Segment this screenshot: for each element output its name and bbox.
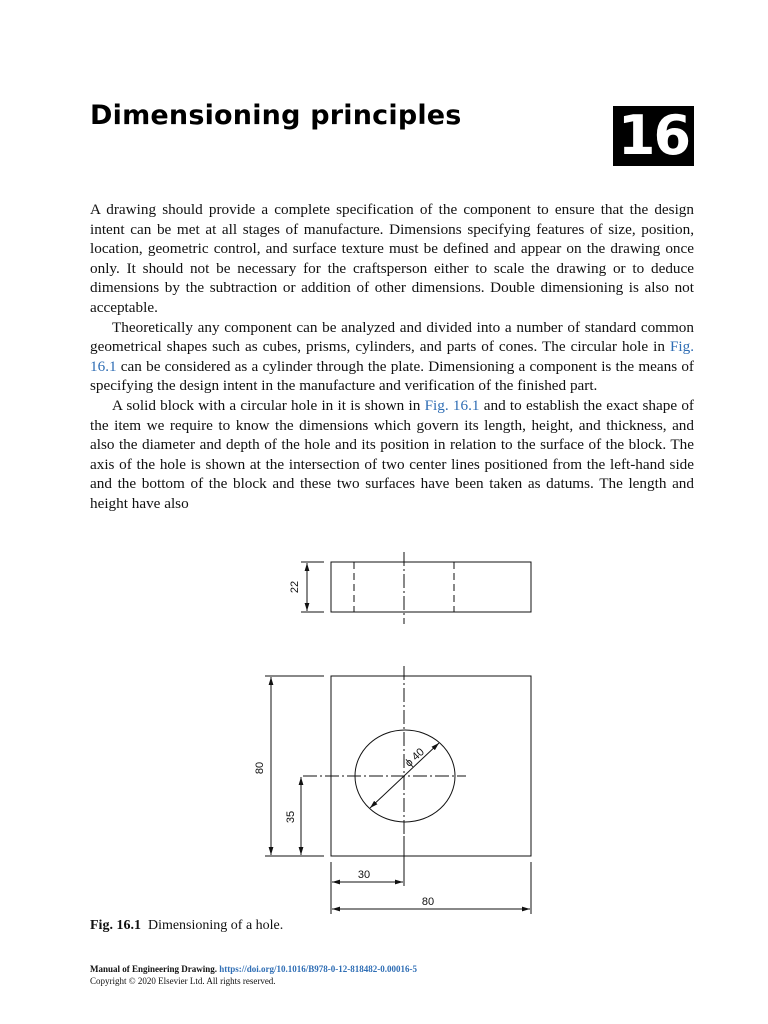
chapter-title: Dimensioning principles	[90, 100, 462, 131]
figure-link[interactable]: Fig. 16.1	[424, 396, 480, 414]
dimension-hole-x: 30	[357, 869, 371, 881]
block-outline	[331, 676, 531, 856]
paragraph-2-text-a: Theoretically any component can be analyzed and divided into a number of standard common geometrical shapes such as cubes, prisms, cylinders, and parts of cones. The circular hole in	[90, 318, 694, 356]
copyright-notice: Copyright © 2020 Elsevier Ltd. All rights reserved.	[90, 976, 276, 986]
dimension-height: 80	[254, 761, 266, 775]
dimension-thickness: 22	[289, 580, 301, 594]
top-view-outline	[331, 562, 531, 612]
page-footer	[90, 963, 417, 987]
footer-citation	[90, 963, 417, 975]
chapter-number-badge: 16	[613, 106, 694, 166]
doi-link[interactable]: https://doi.org/10.1016/B978-0-12-818482-0.00016-5	[219, 964, 418, 974]
paragraph-3-text-a: A solid block with a circular hole in it is shown in	[112, 396, 425, 414]
front-view	[265, 666, 531, 914]
paragraph-2-text-b: can be considered as a cylinder through the plate. Dimensioning a component is the means of specifying the design intent in the manufacture and verification of the finished part.	[90, 357, 694, 395]
caption-label: Fig. 16.1	[90, 918, 141, 933]
dimension-hole-height: 35	[285, 810, 297, 824]
top-view	[301, 552, 531, 624]
caption-text: Dimensioning of a hole.	[147, 918, 284, 933]
book-title: Manual of Engineering Drawing.	[90, 964, 218, 974]
figure-link[interactable]: Fig. 16.1	[90, 338, 694, 375]
paragraph-1: A drawing should provide a complete specification of the component to ensure that the design intent can be met at all stages of manufacture. Dimensions specifying features of size, position, location, geometric control, and surface texture must be defined and appear on the drawing once only. It should not be necessary for the craftsperson either to scale the drawing or to deduce dimensions by the subtraction or addition of other dimensions. Double dimensioning is also not acceptable.	[90, 201, 694, 316]
dimension-width: 80	[421, 896, 435, 908]
paragraph-3-text-b: and to establish the exact shape of the item we require to know the dimensions which govern its length, height, and thickness, and also the diameter and depth of the hole and its position in relation to the surface of the block. The axis of the hole is shown at the intersection of two center lines positioned from the left-hand side and the bottom of the block and these two surfaces have been taken as datums. The length and height have also	[90, 396, 694, 512]
figure-caption	[90, 918, 283, 934]
dimension-diameter: ϕ 40	[403, 746, 427, 770]
